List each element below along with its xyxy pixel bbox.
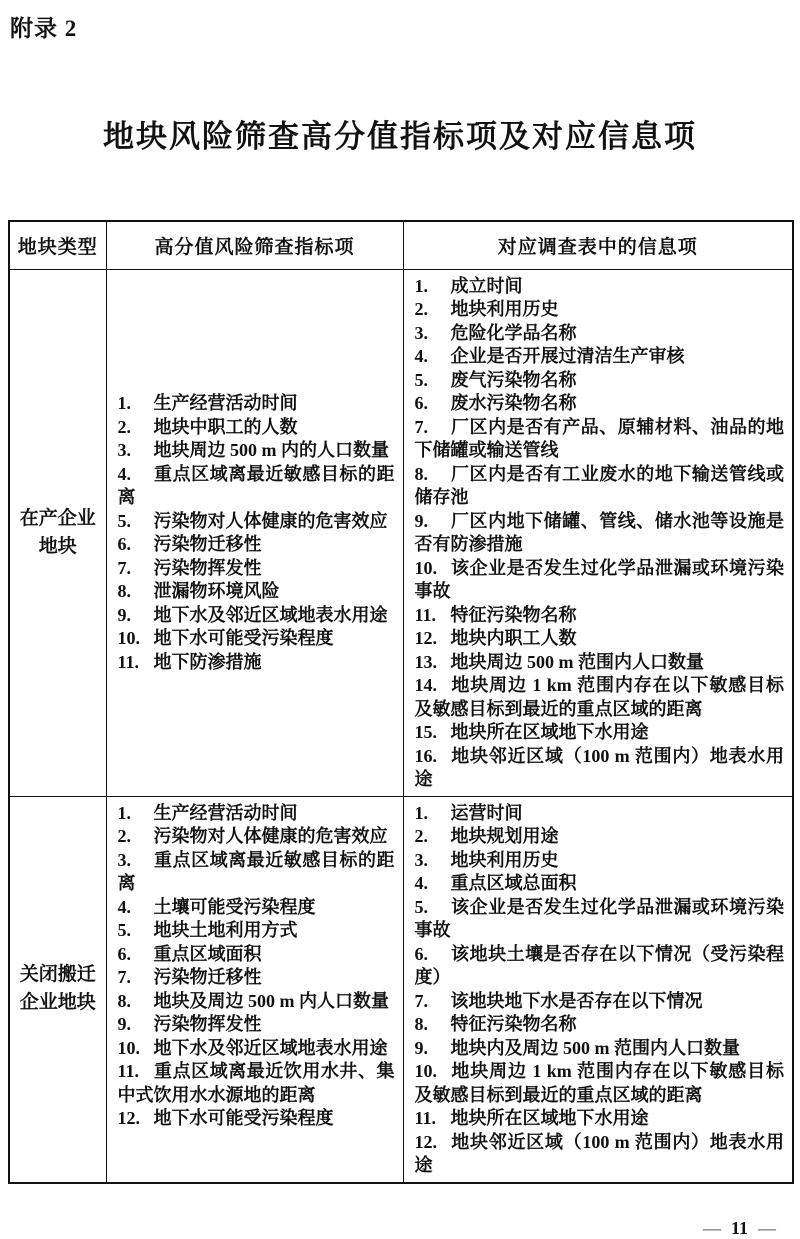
list-item: 1. 成立时间 xyxy=(414,275,523,296)
list-item: 3. 重点区域离最近敏感目标的距离 xyxy=(117,849,395,893)
list-item: 9. 地块内及周边 500 m 范围内人口数量 xyxy=(414,1037,740,1058)
document-title: 地块风险筛查高分值指标项及对应信息项 xyxy=(103,119,697,154)
list-item: 10. 地下水及邻近区域地表水用途 xyxy=(117,1037,388,1058)
list-item: 2. 地块利用历史 xyxy=(414,299,559,319)
col-header-plot-type: 地块类型 xyxy=(9,221,106,269)
list-item: 10. 该企业是否发生过化学品泄漏或环境污染事故 xyxy=(414,557,784,601)
list-item: 4. 重点区域离最近敏感目标的距离 xyxy=(117,463,395,507)
list-item: 5. 污染物对人体健康的危害效应 xyxy=(117,510,388,531)
list-item: 7. 该地块地下水是否存在以下情况 xyxy=(414,990,703,1011)
list-item: 3. 地块周边 500 m 内的人口数量 xyxy=(117,440,389,460)
table-row-closed-relocated-enterprise xyxy=(9,796,793,1183)
list-item: 11. 地块所在区域地下水用途 xyxy=(414,1108,649,1128)
list-item: 5. 地块土地利用方式 xyxy=(117,920,298,940)
list-item: 9. 厂区内地下储罐、管线、储水池等设施是否有防渗措施 xyxy=(414,510,784,554)
page-footer xyxy=(0,1218,800,1239)
col-header-info-items: 对应调查表中的信息项 xyxy=(403,221,793,269)
list-item: 7. 污染物迁移性 xyxy=(117,967,262,987)
list-item: 8. 泄漏物环境风险 xyxy=(117,581,280,601)
risk-screening-table xyxy=(8,220,794,1184)
info-items-closed xyxy=(403,796,793,1183)
list-item: 8. 特征污染物名称 xyxy=(414,1014,577,1034)
list-item: 11. 特征污染物名称 xyxy=(414,604,577,625)
list-item: 7. 污染物挥发性 xyxy=(117,557,262,578)
table-row-operating-enterprise xyxy=(9,269,793,796)
list-item: 2. 地块中职工的人数 xyxy=(117,416,298,437)
list-item: 3. 危险化学品名称 xyxy=(414,322,577,343)
list-item: 10. 地块周边 1 km 范围内存在以下敏感目标及敏感目标到最近的重点区域的距离 xyxy=(414,1061,784,1105)
list-item: 4. 企业是否开展过清洁生产审核 xyxy=(414,346,685,366)
plot-type-operating xyxy=(9,269,106,796)
list-item: 4. 土壤可能受污染程度 xyxy=(117,896,316,917)
list-item: 12. 地块内职工人数 xyxy=(414,628,577,648)
list-item: 1. 运营时间 xyxy=(414,802,523,823)
list-item: 6. 该地块土壤是否存在以下情况（受污染程度） xyxy=(414,943,784,987)
table-header-row xyxy=(9,221,793,269)
info-items-operating xyxy=(403,269,793,796)
list-item: 8. 厂区内是否有工业废水的地下输送管线或储存池 xyxy=(414,463,784,507)
plot-type-closed xyxy=(9,796,106,1183)
list-item: 5. 废气污染物名称 xyxy=(414,369,577,390)
indicators-operating xyxy=(106,269,403,796)
indicators-closed xyxy=(106,796,403,1183)
list-item: 1. 生产经营活动时间 xyxy=(117,802,298,823)
list-item: 13. 地块周边 500 m 范围内人口数量 xyxy=(414,651,704,672)
list-item: 12. 地块邻近区域（100 m 范围内）地表水用途 xyxy=(414,1131,784,1175)
plot-type-line: 在产企业 xyxy=(19,507,96,529)
list-item: 11. 地下防渗措施 xyxy=(117,651,262,672)
page-number: 11 xyxy=(730,1217,748,1238)
list-item: 5. 该企业是否发生过化学品泄漏或环境污染事故 xyxy=(414,896,784,940)
list-item: 11. 重点区域离最近饮用水井、集中式饮用水水源地的距离 xyxy=(117,1061,395,1105)
col-header-indicators: 高分值风险筛查指标项 xyxy=(106,221,403,269)
list-item: 12. 地下水可能受污染程度 xyxy=(117,1108,334,1128)
list-item: 16. 地块邻近区域（100 m 范围内）地表水用途 xyxy=(414,745,784,789)
list-item: 6. 重点区域面积 xyxy=(117,943,262,964)
list-item: 6. 污染物迁移性 xyxy=(117,534,262,554)
list-item: 4. 重点区域总面积 xyxy=(414,873,577,893)
plot-type-line: 关闭搬迁 xyxy=(19,964,96,985)
list-item: 9. 地下水及邻近区域地表水用途 xyxy=(117,604,388,625)
list-item: 10. 地下水可能受污染程度 xyxy=(117,628,334,648)
list-item: 2. 地块规划用途 xyxy=(414,826,559,846)
footer-left-dash: — xyxy=(702,1217,721,1238)
list-item: 1. 生产经营活动时间 xyxy=(117,393,298,413)
list-item: 8. 地块及周边 500 m 内人口数量 xyxy=(117,990,389,1011)
appendix-label: 附录 2 xyxy=(10,16,78,41)
list-item: 14. 地块周边 1 km 范围内存在以下敏感目标及敏感目标到最近的重点区域的距离 xyxy=(414,675,784,719)
list-item: 7. 厂区内是否有产品、原辅材料、油品的地下储罐或输送管线 xyxy=(414,416,784,460)
footer-right-dash: — xyxy=(758,1217,776,1238)
list-item: 2. 污染物对人体健康的危害效应 xyxy=(117,826,388,846)
list-item: 6. 废水污染物名称 xyxy=(414,393,577,413)
plot-type-line: 地块 xyxy=(38,535,77,557)
list-item: 9. 污染物挥发性 xyxy=(117,1014,262,1034)
list-item: 15. 地块所在区域地下水用途 xyxy=(414,722,649,742)
list-item: 3. 地块利用历史 xyxy=(414,849,559,870)
plot-type-line: 企业地块 xyxy=(19,992,96,1013)
